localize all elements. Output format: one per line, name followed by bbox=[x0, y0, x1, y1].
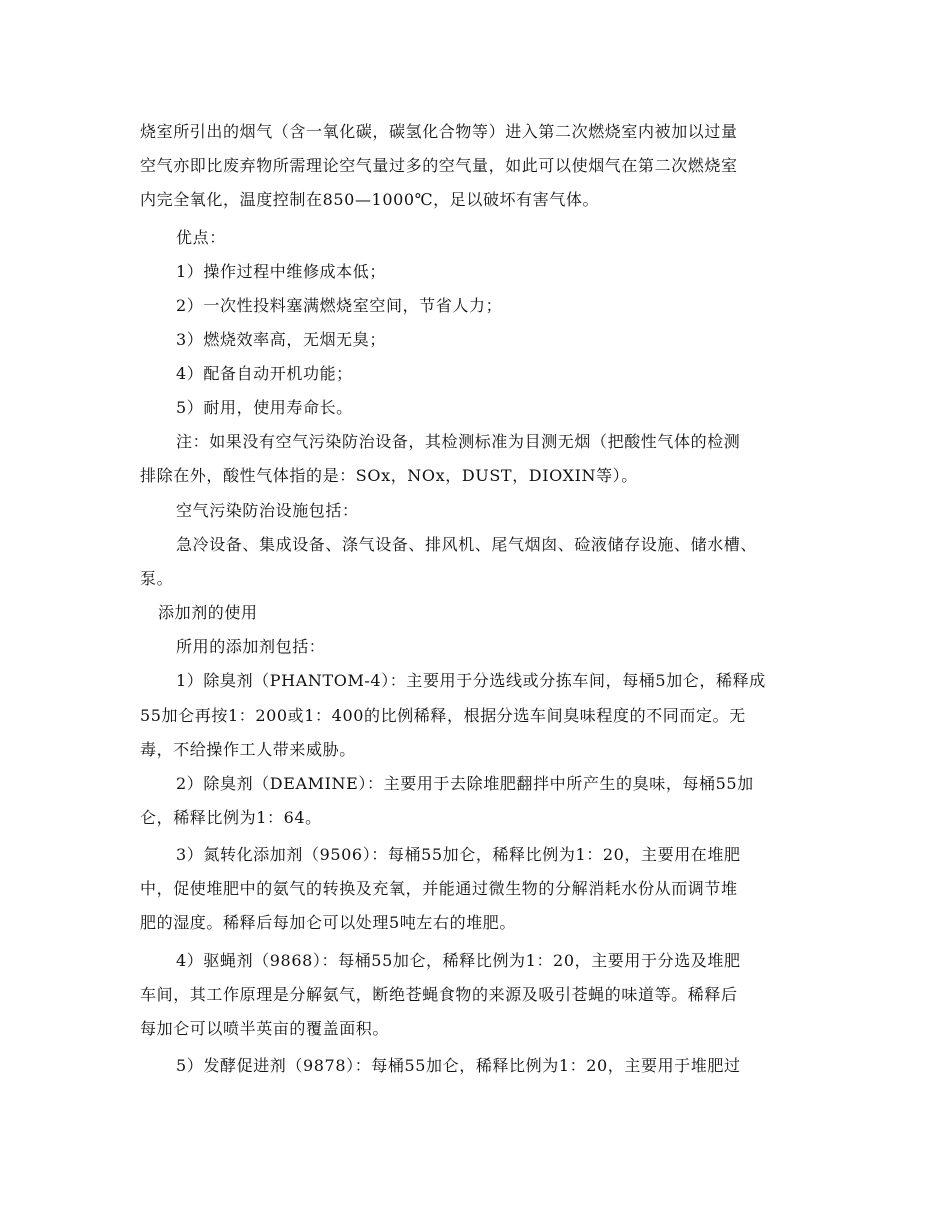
text-line: 泵。 bbox=[140, 569, 174, 588]
text-line: 排除在外，酸性气体指的是：SOx，NOx，DUST，DIOXIN等）。 bbox=[140, 466, 638, 485]
text-line: 所用的添加剂包括： bbox=[176, 637, 326, 656]
text-line: 每加仑可以喷半英亩的覆盖面积。 bbox=[140, 1019, 390, 1038]
text-line: 中，促使堆肥中的氨气的转换及充氧，并能通过微生物的分解消耗水份从而调节堆 bbox=[140, 879, 738, 898]
list-item: 4）驱蝇剂（9868）：每桶55加仑，稀释比例为1：20，主要用于分选及堆肥 bbox=[176, 951, 741, 970]
text-line: 烧室所引出的烟气（含一氧化碳，碳氢化合物等）进入第二次燃烧室内被加以过量 bbox=[140, 122, 738, 141]
text-line: 仑，稀释比例为1：64。 bbox=[140, 808, 322, 827]
list-item: 1）除臭剂（PHANTOM-4）：主要用于分选线或分拣车间，每桶5加仑，稀释成 bbox=[176, 671, 766, 690]
list-item: 3）氮转化添加剂（9506）：每桶55加仑，稀释比例为1：20，主要用在堆肥 bbox=[176, 845, 741, 864]
text-line: 急冷设备、集成设备、涤气设备、排风机、尾气烟囱、硷液储存设施、储水槽、 bbox=[176, 535, 758, 554]
text-line: 空气污染防治设施包括： bbox=[176, 501, 359, 520]
text-line: 内完全氧化，温度控制在850—1000℃，足以破坏有害气体。 bbox=[140, 190, 600, 209]
section-heading: 添加剂的使用 bbox=[158, 603, 258, 622]
list-item: 3）燃烧效率高，无烟无臭； bbox=[176, 330, 386, 349]
list-item: 5）发酵促进剂（9878）：每桶55加仑，稀释比例为1：20，主要用于堆肥过 bbox=[176, 1056, 741, 1075]
list-item: 2）一次性投料塞满燃烧室空间，节省人力； bbox=[176, 296, 503, 315]
text-line: 肥的湿度。稀释后每加仑可以处理5吨左右的堆肥。 bbox=[140, 913, 516, 932]
note-line: 注：如果没有空气污染防治设备，其检测标准为目测无烟（把酸性气体的检测 bbox=[176, 432, 741, 451]
text-line: 空气亦即比废弃物所需理论空气量过多的空气量，如此可以使烟气在第二次燃烧室 bbox=[140, 156, 738, 175]
list-item: 4）配备自动开机功能； bbox=[176, 364, 353, 383]
list-item: 5）耐用，使用寿命长。 bbox=[176, 398, 353, 417]
text-line: 车间，其工作原理是分解氨气，断绝苍蝇食物的来源及吸引苍蝇的味道等。稀释后 bbox=[140, 985, 738, 1004]
list-item: 1）操作过程中维修成本低； bbox=[176, 262, 386, 281]
text-line: 55加仑再按1：200或1：400的比例稀释，根据分选车间臭味程度的不同而定。无 bbox=[140, 706, 746, 725]
text-line: 毒，不给操作工人带来威胁。 bbox=[140, 740, 356, 759]
list-item: 2）除臭剂（DEAMINE）：主要用于去除堆肥翻拌中所产生的臭味，每桶55加 bbox=[176, 774, 754, 793]
text-line: 优点： bbox=[176, 228, 226, 247]
